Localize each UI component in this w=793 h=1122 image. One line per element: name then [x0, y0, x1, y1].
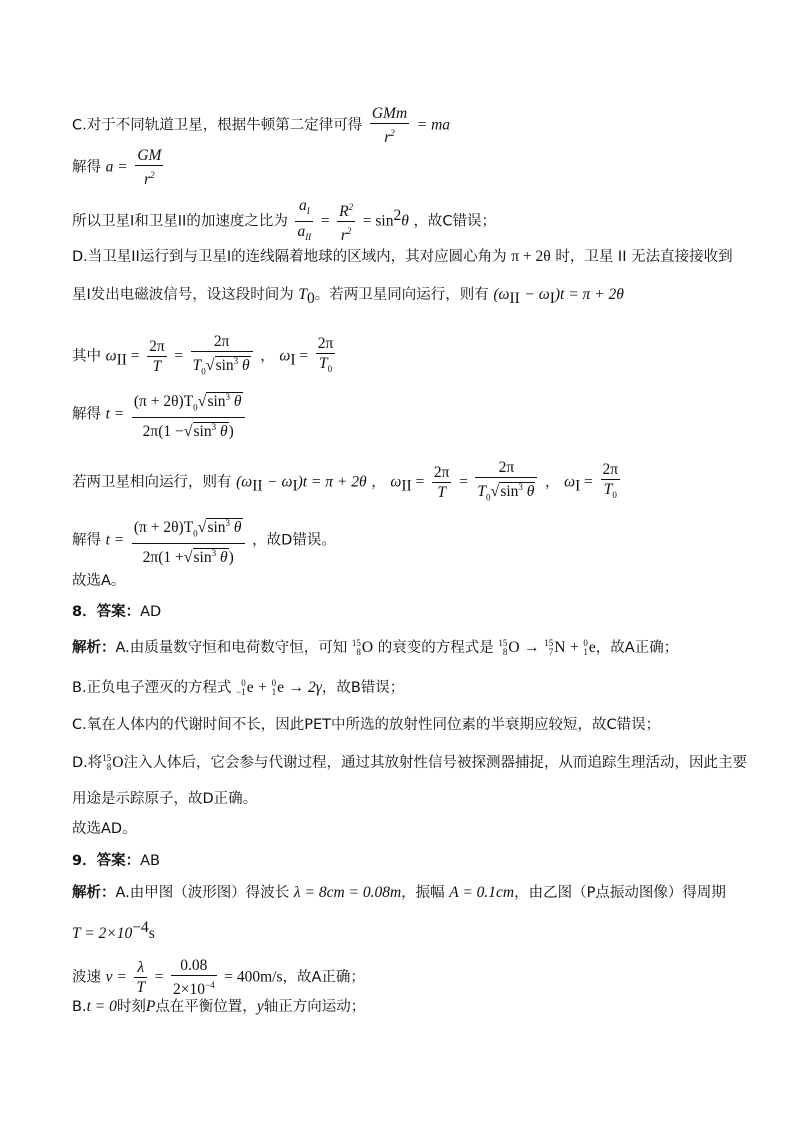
theta: θ [242, 357, 250, 375]
exp: 2 [393, 206, 402, 224]
numerator: 2π [602, 461, 619, 479]
numerator: GMm [371, 105, 408, 122]
v-equals: v = [105, 968, 127, 986]
denominator [601, 480, 621, 505]
text: 星I发出电磁波信号，设这段时间为 [72, 287, 294, 303]
charge: 8 [106, 762, 112, 772]
sub: I [306, 206, 310, 217]
text: 解得 [72, 159, 101, 176]
y: y [256, 998, 264, 1015]
text: D.将 [72, 755, 103, 771]
text: C.对于不同轨道卫星，根据牛顿第二定律可得 [72, 117, 363, 134]
line-d-2 [72, 284, 624, 310]
charge: 1 [271, 687, 277, 697]
omega: (ω [493, 286, 510, 303]
answer-value: AD [140, 604, 162, 620]
mass: 15 [102, 753, 112, 763]
text: A.由质量数守恒和电荷数守恒，可知 [115, 640, 348, 656]
sub: 0 [307, 289, 315, 307]
theta: θ [233, 393, 242, 411]
e: e [246, 679, 254, 696]
exp: 3 [225, 518, 231, 528]
sub: 0 [612, 490, 617, 501]
sin: sin [215, 357, 234, 375]
text: 波速 [72, 969, 101, 986]
q-number: 8． [72, 604, 97, 620]
text: 轴正方向运动； [263, 999, 366, 1015]
line-solve-t-same [72, 388, 248, 441]
fraction-speed [171, 956, 217, 999]
text: D.当卫星II运行到与卫星I的连线隔着地球的区域内，其对应圆心角为 [72, 249, 507, 265]
q9-a [72, 882, 726, 904]
mass: 15 [544, 638, 554, 648]
answer-value: AB [140, 853, 160, 869]
theta: θ [219, 549, 228, 567]
fraction-R2-r2 [337, 198, 355, 245]
O: O [112, 754, 124, 771]
den-text: 2π(1 − [142, 423, 184, 441]
text: 注入人体后，它会参与代谢过程，通过其放射性信号被探测器捕捉，从而追踪生理活动，因此主要 [123, 755, 747, 771]
line-where-omega: 其中 $\omega_{II}$ = $\frac{2\pi}{T}$ = $\frac{2\pi}{T_0√\sin^3 \theta}$ ， $\omega_I$ = $\frac{2\pi}{T_0}$ [72, 332, 338, 381]
line-solve-t-opp [72, 514, 336, 567]
text: 故选A。 [72, 573, 126, 589]
fraction-2pi-T0-sqrt [191, 332, 253, 381]
sub: I [290, 351, 296, 369]
text: C.氧在人体内的代谢时间不长，因此PET中所选的放射性同位素的半衰期应较短，故C错误； [72, 717, 661, 733]
nuclide-mass-charge [583, 639, 588, 657]
text: 故选AD。 [72, 821, 137, 837]
fraction-GM-r2 [135, 146, 163, 189]
sub: I [549, 289, 555, 307]
text: 时刻 [116, 999, 146, 1015]
sub: 0 [486, 492, 491, 503]
text: ，故B错误； [321, 680, 405, 696]
denominator: T [152, 358, 162, 376]
line-opposite: 若两卫星相向运行，则有 $(\omega_{II} - \omega_I)t = \pi + 2\theta$ ， $\omega_{II}$ = $\frac{2\pi}{T}$ = $\frac{2\pi}{T_0√\sin^3 \theta}$ ， $\omega_I$ = $\frac{2\pi}{T_0}$ [72, 458, 623, 507]
exp: 2 [348, 201, 354, 212]
text: ，故C错误； [413, 213, 497, 230]
denominator: $2\pi(1 -√\sin^3$ θ) [142, 422, 234, 441]
plus: + [570, 639, 579, 656]
fraction-lambda-T [134, 958, 147, 997]
text: B.正负电子湮灭的方程式 [72, 680, 232, 696]
q9-period [72, 917, 155, 945]
numerator: 0.08 [171, 956, 217, 976]
sin: sin [207, 393, 226, 411]
e: e [588, 639, 596, 656]
a: a [297, 223, 306, 241]
r: r [144, 171, 151, 189]
fraction-2pi-T [147, 337, 167, 376]
text: ，故A正确； [595, 640, 679, 656]
charge: 8 [502, 647, 508, 657]
theta: θ [233, 519, 242, 537]
analysis-label: 解析： [72, 885, 116, 901]
T: T [477, 483, 487, 501]
T: T [318, 355, 328, 373]
q8-c [72, 714, 660, 736]
arrow: → [524, 639, 540, 656]
sub: 0 [327, 364, 333, 375]
fraction-aI-aII [295, 196, 313, 247]
charge: 1 [583, 647, 588, 657]
exp: 3 [233, 356, 239, 366]
theta: θ [401, 212, 409, 230]
line-solve-a [72, 146, 166, 189]
sub: II [401, 477, 412, 495]
sub: I [292, 477, 298, 495]
q-number: 9． [72, 853, 97, 869]
sub: 0 [193, 528, 198, 539]
e: e [277, 679, 284, 696]
exp: 3 [211, 422, 217, 433]
analysis-label: 解析： [72, 640, 116, 656]
answer-label: 答案： [96, 853, 141, 869]
charge: 8 [356, 647, 361, 657]
numerator: 2π [149, 338, 165, 356]
a-equals: a = [105, 158, 128, 176]
nuclide-mass-charge [236, 679, 246, 697]
q9-b [72, 996, 365, 1018]
numerator [337, 198, 355, 222]
denominator: $T_0√\sin^3$ θ [192, 356, 250, 377]
sin: = sin [362, 212, 394, 230]
plus: + [258, 679, 267, 696]
a: a [298, 197, 307, 214]
nuclide-mass-charge [498, 639, 507, 657]
numerator: 2π [433, 464, 450, 482]
mass: 15 [498, 638, 508, 648]
text: B. [72, 999, 87, 1015]
text: 。若两卫星同向运行，则有 [314, 287, 489, 303]
numerator: 2π [475, 458, 537, 478]
line-choose-ad [72, 818, 137, 840]
charge: 7 [548, 647, 554, 657]
text: 解得 [72, 406, 101, 423]
numerator: GM [137, 147, 162, 164]
text: 若两卫星相向运行，则有 [72, 474, 232, 491]
speed-result: = 400m/s [224, 968, 283, 986]
q8-d-1 [72, 752, 747, 774]
den: 2×10 [173, 981, 206, 999]
denominator [316, 354, 336, 379]
numerator: λ [134, 958, 147, 978]
exp: 2 [346, 226, 352, 237]
equals-ma: = ma [416, 116, 451, 134]
fraction-2pi-T0 [316, 334, 336, 379]
denominator: T [437, 484, 446, 502]
numerator [295, 196, 313, 222]
denominator: $2\pi(1 +√\sin^3$ θ) [142, 548, 234, 567]
text: 时，卫星 II 无法直接接收到 [555, 249, 733, 265]
line-c-newton [72, 104, 450, 147]
sub: 0 [201, 366, 206, 377]
numerator: $(\pi + 2\theta)T_0√\sin^3$ θ [132, 388, 245, 418]
T: T [298, 286, 308, 303]
text: 的衰变的方程式是 [377, 640, 494, 656]
exp: 2 [150, 170, 155, 180]
mass: 0 [271, 678, 277, 688]
fraction-t-opp [132, 514, 245, 567]
line-d-1 [72, 246, 733, 268]
O: O [508, 639, 520, 656]
fraction-2pi-T0 [601, 460, 621, 505]
amplitude-eq: A = 0.1cm [449, 884, 515, 901]
denominator [135, 166, 163, 189]
nuclide-mass-charge [352, 639, 361, 657]
exp: 2 [390, 128, 395, 138]
gamma: → 2γ [288, 679, 322, 696]
text: 用途是示踪原子，故D正确。 [72, 791, 258, 807]
t-equals: t = [105, 531, 125, 549]
exp: −4 [132, 919, 149, 936]
nuclide-mass-charge [544, 639, 553, 657]
t-zero: t = 0 [86, 998, 117, 1015]
theta: θ [526, 483, 535, 501]
denominator: T [136, 979, 146, 997]
mass: 0 [241, 678, 246, 688]
q8-b [72, 677, 404, 699]
text: ，故A正确； [282, 969, 365, 986]
q8-header [72, 601, 161, 623]
mass: 0 [583, 638, 588, 648]
line-choose-a [72, 570, 125, 592]
fraction-t-same [132, 388, 245, 441]
text: ，故D错误。 [252, 532, 336, 549]
N: N [554, 639, 566, 656]
minus-omega: − ω [267, 473, 293, 491]
charge: −1 [236, 687, 246, 697]
lambda-eq: λ = 8cm = 0.08m [293, 884, 402, 901]
text: 点在平衡位置， [155, 999, 257, 1015]
exp: 3 [518, 482, 523, 492]
denominator [295, 222, 313, 247]
fraction-2pi-T0-sqrt [475, 458, 537, 507]
t-eq: )t = π + 2θ [297, 473, 367, 491]
fraction-GMm-r2 [370, 104, 409, 147]
fraction-2pi-T [432, 463, 452, 502]
P: P [145, 998, 156, 1015]
sub: II [116, 351, 127, 369]
numerator: 2π [317, 335, 334, 353]
line-ratio: 所以卫星I和卫星II的加速度之比为 $\frac{a_I}{a_{II}}$ = $\frac{R^2}{r^2}$ = $\sin^2\theta$ ，故C错误； [72, 196, 496, 247]
sin: sin [193, 549, 212, 567]
nuclide-mass-charge [102, 754, 111, 772]
O: O [361, 639, 374, 656]
num-text: (π + 2θ)T [133, 519, 194, 537]
sub: II [252, 477, 263, 495]
numerator: $(\pi + 2\theta)T_0√\sin^3$ θ [132, 514, 245, 544]
t-eq: )t = π + 2θ [554, 286, 624, 303]
text: 其中 [72, 348, 101, 365]
text: ，由乙图（P点振动图像）得周期 [514, 885, 726, 901]
sub: 0 [193, 402, 198, 413]
q8-a [72, 637, 678, 659]
unit: s [148, 924, 155, 942]
q9-speed: 波速 v = $\frac{\lambda}{T}$ = $\frac{0.08}{2\times 10^{-4}}$ = 400m/s，故A正确； [72, 957, 365, 999]
numerator: 2π [191, 332, 253, 352]
sin: sin [207, 519, 226, 537]
minus-omega: − ω [524, 286, 550, 303]
r: r [340, 227, 347, 245]
pi-plus-2theta: π + 2θ [511, 248, 551, 265]
text: ，振幅 [401, 885, 445, 901]
sin: sin [193, 423, 212, 441]
sub: II [305, 232, 312, 243]
t-equals: t = [105, 405, 125, 423]
q9-header [72, 850, 160, 872]
denominator [337, 222, 355, 245]
omega: (ω [236, 473, 253, 491]
mass: 15 [351, 638, 361, 648]
period-eq: T = 2×10 [72, 924, 133, 942]
q8-d-2 [72, 788, 257, 810]
text: 所以卫星I和卫星II的加速度之比为 [72, 213, 288, 230]
r: r [384, 129, 391, 147]
exp: −4 [205, 980, 215, 990]
T: T [192, 357, 202, 375]
exp: 3 [225, 392, 231, 402]
nuclide-mass-charge [272, 679, 277, 697]
denominator [370, 124, 409, 147]
theta: θ [219, 423, 228, 441]
text: 解得 [72, 532, 101, 549]
T: T [603, 481, 613, 499]
sub: I [575, 477, 581, 495]
denominator: $T_0√\sin^3$ θ [477, 482, 535, 503]
num-text: (π + 2θ)T [133, 393, 194, 411]
exp: 3 [211, 548, 217, 559]
sub: II [509, 289, 520, 307]
sin: sin [500, 483, 519, 501]
text: A.由甲图（波形图）得波长 [115, 885, 290, 901]
den-text: 2π(1 + [142, 549, 184, 567]
R: R [339, 203, 349, 221]
answer-label: 答案： [96, 604, 141, 620]
